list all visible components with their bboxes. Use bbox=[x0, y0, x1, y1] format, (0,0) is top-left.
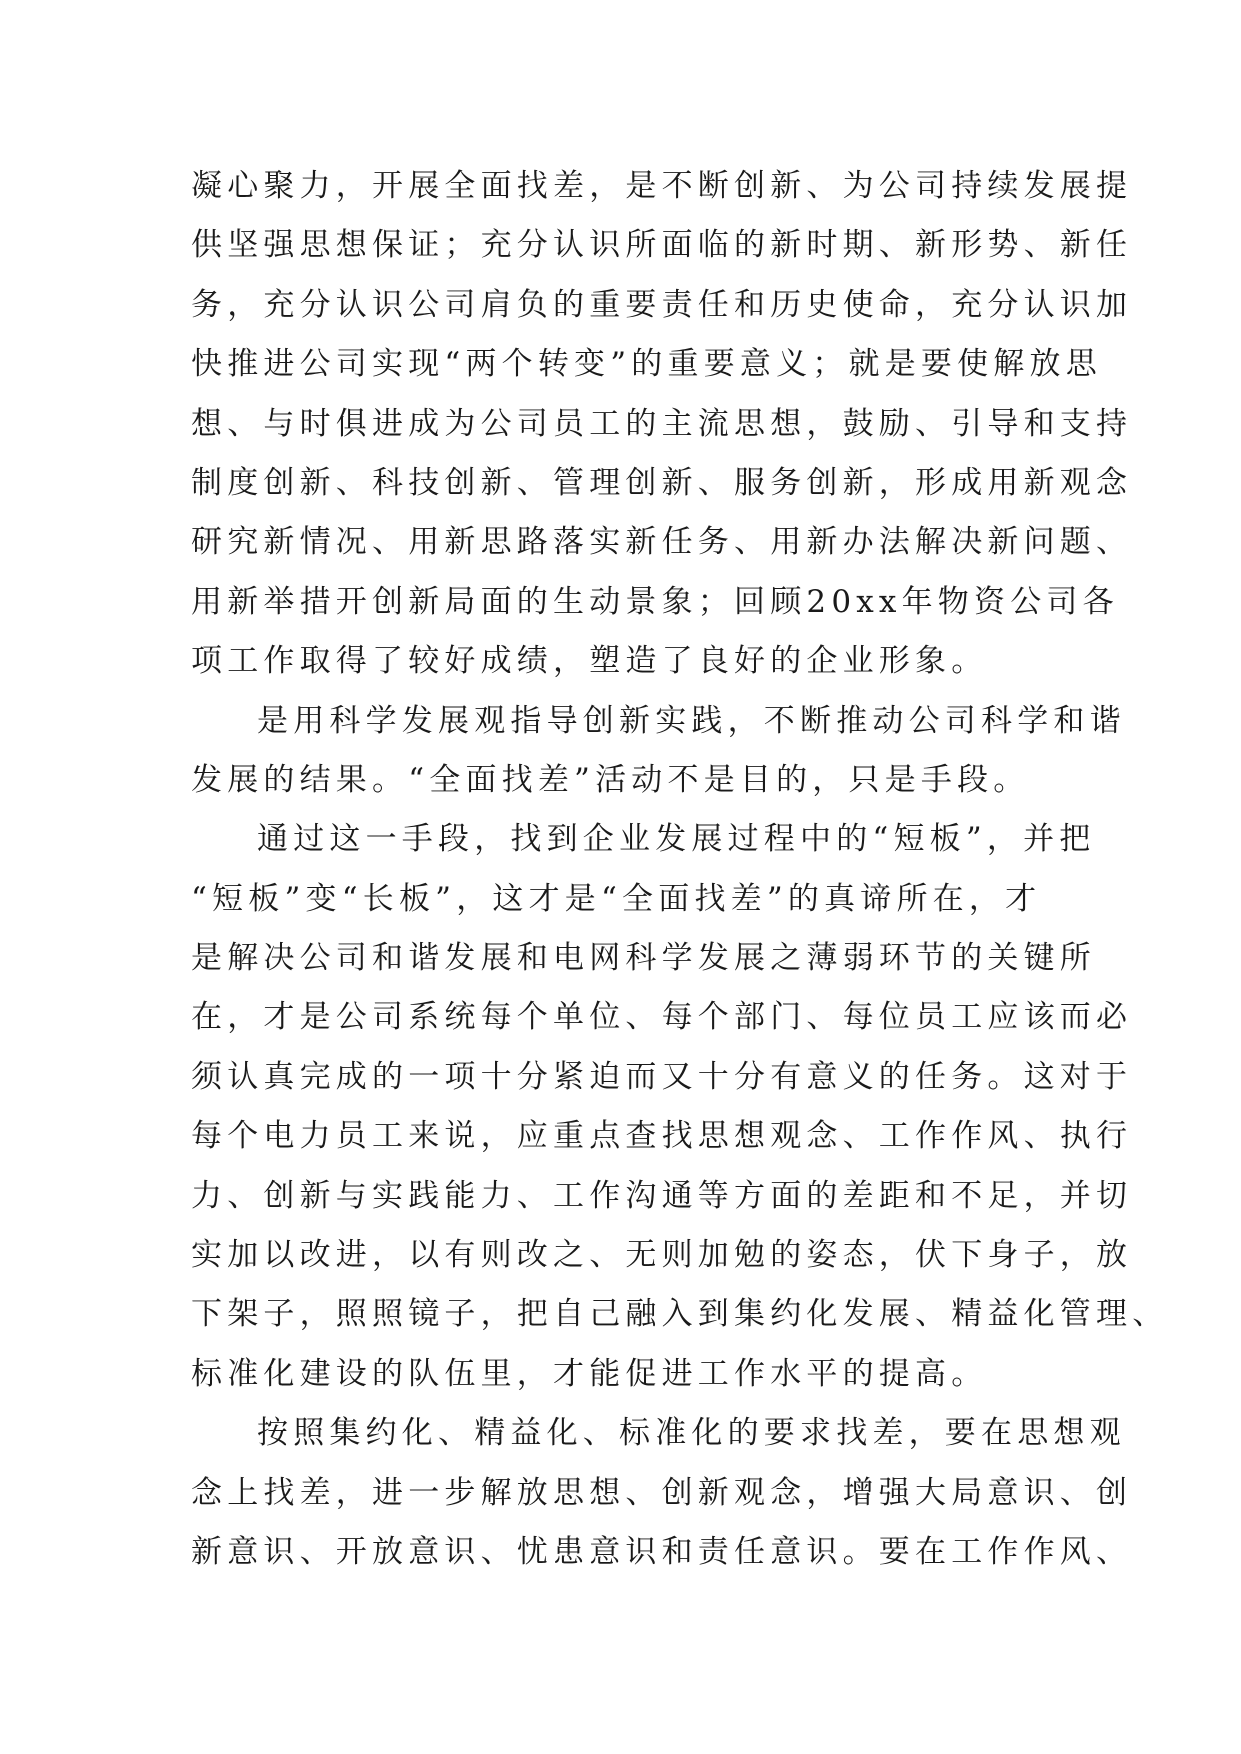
text-line: 是解决公司和谐发展和电网科学发展之薄弱环节的关键所 bbox=[191, 940, 1096, 977]
text-line: 下架子，照照镜子，把自己融入到集约化发展、精益化管理、 bbox=[191, 1296, 1169, 1333]
text-line: 每个电力员工来说，应重点查找思想观念、工作作风、执行 bbox=[191, 1118, 1133, 1155]
text-line: 新意识、开放意识、忧患意识和责任意识。要在工作作风、 bbox=[191, 1533, 1133, 1570]
text-line: 快推进公司实现“两个转变”的重要意义；就是要使解放思 bbox=[191, 346, 1102, 383]
paragraph-first-line: 按照集约化、精益化、标准化的要求找差，要在思想观 bbox=[257, 1415, 1126, 1452]
paragraph-first-line: 通过这一手段，找到企业发展过程中的“短板”，并把 bbox=[257, 821, 1096, 858]
text-line: 标准化建设的队伍里，才能促进工作水平的提高。 bbox=[191, 1355, 988, 1392]
text-line: 凝心聚力，开展全面找差，是不断创新、为公司持续发展提 bbox=[191, 168, 1133, 204]
text-line: 想、与时俱进成为公司员工的主流思想，鼓励、引导和支持 bbox=[191, 405, 1133, 442]
text-line: 务，充分认识公司肩负的重要责任和历史使命，充分认识加 bbox=[191, 286, 1133, 323]
text-line: 用新举措开创新局面的生动景象；回顾20xx年物资公司各 bbox=[191, 583, 1119, 620]
text-line: 研究新情况、用新思路落实新任务、用新办法解决新问题、 bbox=[191, 524, 1133, 561]
text-line: 供坚强思想保证；充分认识所面临的新时期、新形势、新任 bbox=[191, 227, 1133, 264]
text-line: 实加以改进，以有则改之、无则加勉的姿态，伏下身子，放 bbox=[191, 1237, 1133, 1274]
text-line: 念上找差，进一步解放思想、创新观念，增强大局意识、创 bbox=[191, 1474, 1133, 1511]
text-line: 须认真完成的一项十分紧迫而又十分有意义的任务。这对于 bbox=[191, 1058, 1133, 1095]
text-line: 在，才是公司系统每个单位、每个部门、每位员工应该而必 bbox=[191, 999, 1133, 1036]
paragraph-first-line: 是用科学发展观指导创新实践，不断推动公司科学和谐 bbox=[257, 702, 1126, 739]
text-line: 发展的结果。“全面找差”活动不是目的，只是手段。 bbox=[191, 761, 1030, 798]
text-line: 制度创新、科技创新、管理创新、服务创新，形成用新观念 bbox=[191, 464, 1133, 501]
text-line: “短板”变“长板”，这才是“全面找差”的真谛所在，才 bbox=[191, 880, 1042, 917]
text-line: 项工作取得了较好成绩，塑造了良好的企业形象。 bbox=[191, 643, 988, 680]
body-text bbox=[191, 157, 1169, 1582]
text-line: 力、创新与实践能力、工作沟通等方面的差距和不足，并切 bbox=[191, 1177, 1133, 1214]
